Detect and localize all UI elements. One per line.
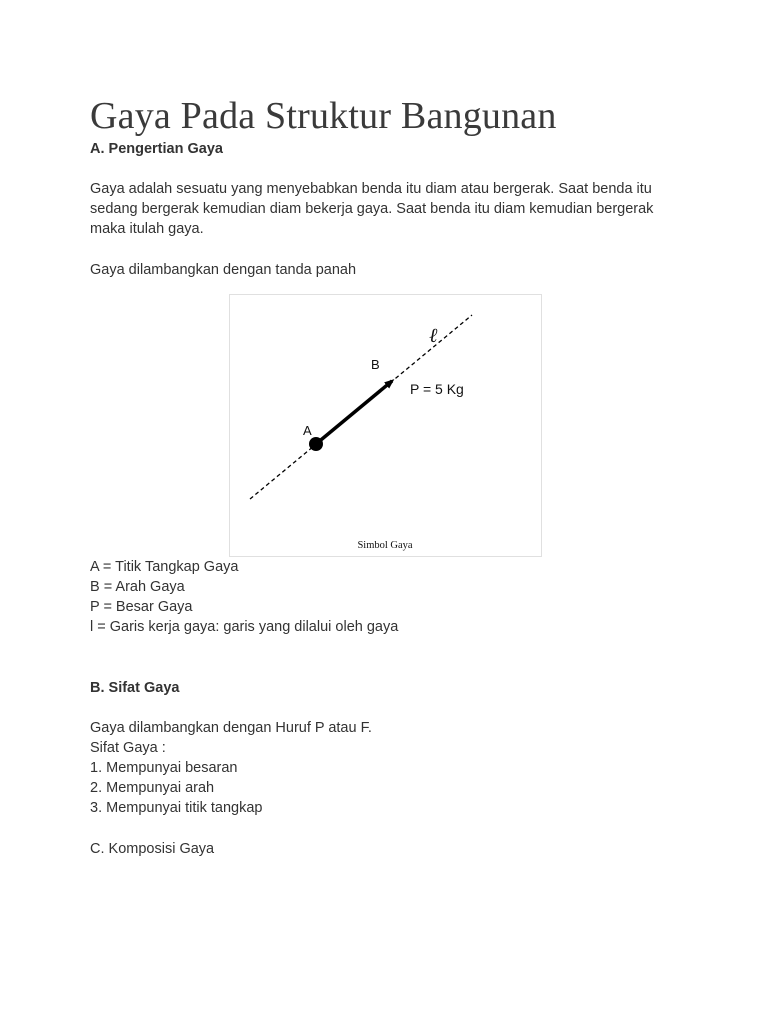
force-symbol-figure [229, 294, 542, 557]
figure-caption: Simbol Gaya [357, 540, 413, 551]
list-item: 3. Mempunyai titik tangkap [90, 800, 263, 816]
paragraph-line: Gaya adalah sesuatu yang menyebabkan benda itu diam atau bergerak. Saat benda itu [90, 181, 652, 197]
label-p: P = 5 Kg [410, 381, 464, 397]
paragraph-line: sedang bergerak kemudian diam bekerja gaya. Saat benda itu diam kemudian bergerak [90, 201, 654, 217]
page-title: Gaya Pada Struktur Bangunan [90, 95, 557, 137]
legend-item: l = Garis kerja gaya: garis yang dilalui oleh gaya [90, 619, 399, 635]
force-arrow [316, 381, 392, 444]
symbol-intro: Gaya dilambangkan dengan tanda panah [90, 262, 357, 278]
list-item: 1. Mempunyai besaran [90, 760, 238, 776]
legend-item: B = Arah Gaya [90, 579, 185, 595]
legend-item: P = Besar Gaya [90, 599, 193, 615]
paragraph-line: maka itulah gaya. [90, 221, 204, 237]
application-point [309, 437, 323, 451]
section-c-heading: C. Komposisi Gaya [90, 841, 215, 857]
label-l: ℓ [429, 325, 438, 347]
section-a-heading: A. Pengertian Gaya [90, 141, 223, 157]
label-b: B [371, 357, 380, 372]
list-item: Sifat Gaya : [90, 740, 166, 756]
legend-item: A = Titik Tangkap Gaya [90, 559, 239, 575]
label-a: A [303, 423, 312, 438]
list-item: Gaya dilambangkan dengan Huruf P atau F. [90, 720, 372, 736]
force-diagram [230, 295, 541, 556]
list-item: 2. Mempunyai arah [90, 780, 215, 796]
section-b-heading: B. Sifat Gaya [90, 680, 180, 696]
